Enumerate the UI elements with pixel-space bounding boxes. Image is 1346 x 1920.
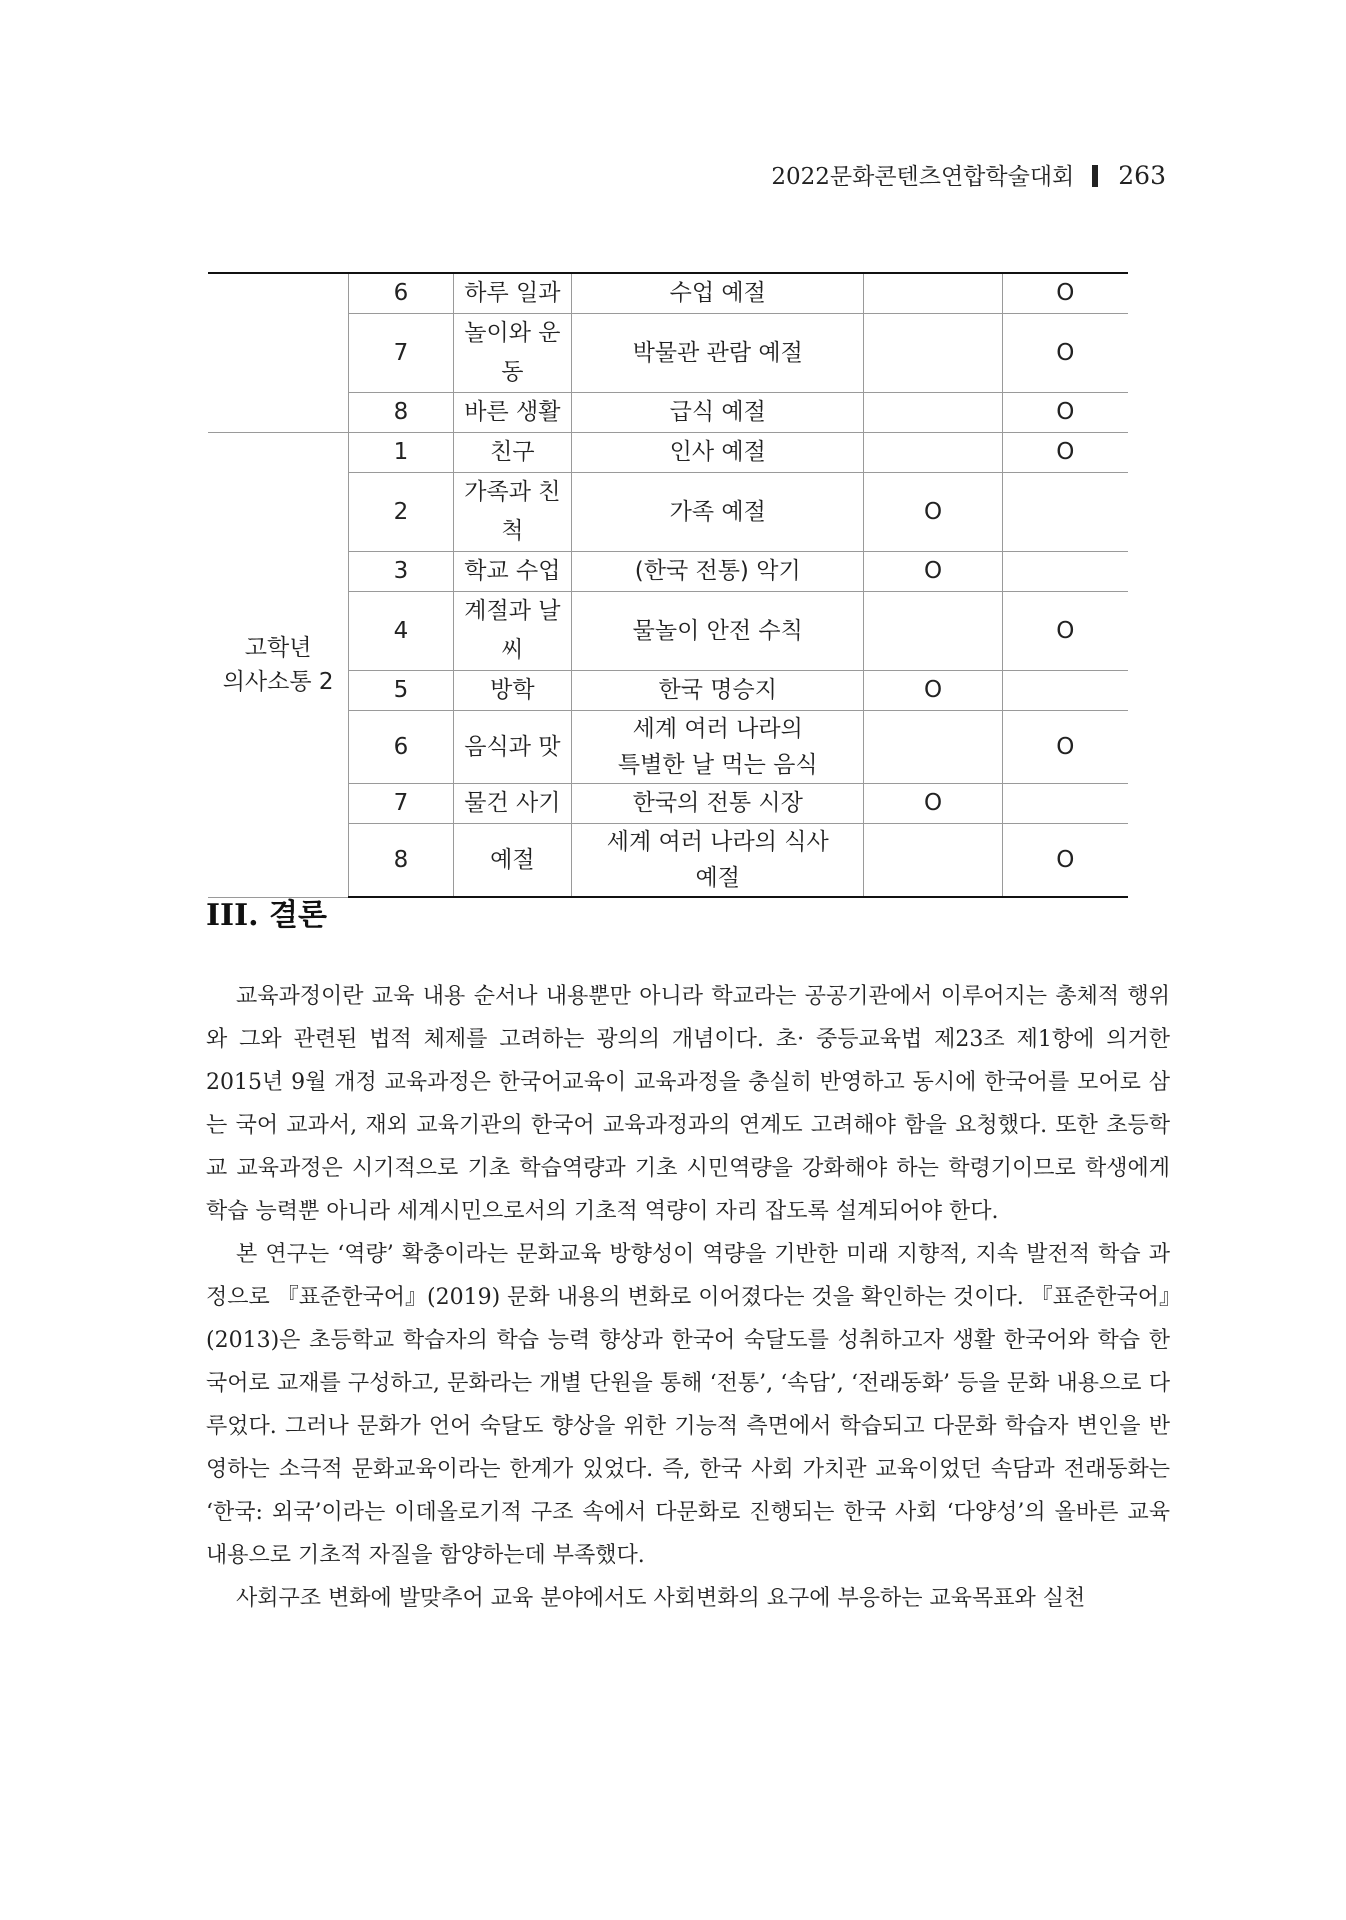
mark-b [1002, 784, 1128, 824]
unit-number: 7 [349, 314, 453, 393]
table-row [208, 273, 1128, 314]
paragraph: 본 연구는 ‘역량’ 확충이라는 문화교육 방향성이 역량을 기반한 미래 지향적, 지속 발전적 학습 과정으로 『표준한국어』(2019) 문화 내용의 변화로 이어졌다는 것을 확인하는 것이다. 『표준한국어』(2013)은 초등학교 학습자의 학습 능력 향상과 한국어 숙달도를 성취하고자 생활 한국어와 학습 한국어로 교재를 구성하고, 문화라는 개별 단원을 통해 ‘전통’, ‘속담’, ‘전래동화’ 등을 문화 내용으로 다루었다. 그러나 문화가 언어 숙달도 향상을 위한 기능적 측면에서 학습되고 다문화 학습자 변인을 반영하는 소극적 문화교육이라는 한계가 있었다. 즉, 한국 사회 가치관 교육이었던 속담과 전래동화는 ‘한국: 외국’이라는 이데올로기적 구조 속에서 다문화로 진행되는 한국 사회 ‘다양성’의 올바른 교육 내용으로 기초적 자질을 함양하는데 부족했다. [206, 1242, 1170, 1568]
unit-number: 1 [349, 433, 453, 473]
unit-topic: 학교 수업 [453, 552, 571, 592]
culture-content [572, 711, 864, 784]
mark-a [864, 273, 1002, 314]
unit-topic: 바른 생활 [453, 393, 571, 433]
culture-content: 한국 명승지 [572, 671, 864, 711]
mark-b: O [1002, 273, 1128, 314]
mark-a [864, 393, 1002, 433]
mark-b [1002, 552, 1128, 592]
unit-topic: 물건 사기 [453, 784, 571, 824]
culture-content: 급식 예절 [572, 393, 864, 433]
culture-content-table [208, 272, 1128, 898]
mark-b: O [1002, 314, 1128, 393]
level-cell-empty [208, 273, 349, 433]
mark-b: O [1002, 824, 1128, 898]
unit-topic: 하루 일과 [453, 273, 571, 314]
unit-topic: 놀이와 운동 [453, 314, 571, 393]
running-header [0, 158, 1166, 191]
unit-topic: 음식과 맛 [453, 711, 571, 784]
culture-content: 박물관 관람 예절 [572, 314, 864, 393]
culture-content: 인사 예절 [572, 433, 864, 473]
unit-number: 8 [349, 393, 453, 433]
unit-number: 3 [349, 552, 453, 592]
unit-topic: 계절과 날씨 [453, 592, 571, 671]
culture-content: 한국의 전통 시장 [572, 784, 864, 824]
level-label-line1: 고학년 [244, 634, 312, 661]
mark-a: O [864, 671, 1002, 711]
unit-number: 7 [349, 784, 453, 824]
unit-number: 2 [349, 473, 453, 552]
page-number: 263 [1118, 161, 1166, 190]
level-label-line2: 의사소통 2 [222, 668, 334, 695]
body-text [206, 975, 1170, 1620]
mark-a [864, 592, 1002, 671]
culture-content: (한국 전통) 악기 [572, 552, 864, 592]
unit-topic: 방학 [453, 671, 571, 711]
unit-number: 6 [349, 273, 453, 314]
table-row [208, 433, 1128, 473]
culture-content-line: 세계 여러 나라의 식사 [606, 829, 829, 855]
culture-content-line: 예절 [695, 865, 740, 891]
unit-number: 8 [349, 824, 453, 898]
mark-b: O [1002, 592, 1128, 671]
culture-content [572, 824, 864, 898]
header-separator [1092, 165, 1098, 187]
mark-a [864, 824, 1002, 898]
mark-a [864, 711, 1002, 784]
mark-b [1002, 671, 1128, 711]
conference-title: 2022문화콘텐츠연합학술대회 [771, 164, 1075, 190]
mark-b: O [1002, 433, 1128, 473]
culture-content: 수업 예절 [572, 273, 864, 314]
mark-a [864, 314, 1002, 393]
mark-a: O [864, 552, 1002, 592]
unit-topic: 예절 [453, 824, 571, 898]
level-cell [208, 433, 349, 898]
mark-b: O [1002, 393, 1128, 433]
culture-content-line: 특별한 날 먹는 음식 [617, 752, 818, 778]
culture-content: 가족 예절 [572, 473, 864, 552]
mark-a [864, 433, 1002, 473]
unit-number: 4 [349, 592, 453, 671]
section-heading: III. 결론 [206, 898, 327, 933]
unit-topic: 친구 [453, 433, 571, 473]
mark-a: O [864, 473, 1002, 552]
mark-b: O [1002, 711, 1128, 784]
unit-topic: 가족과 친척 [453, 473, 571, 552]
paragraph: 사회구조 변화에 발맞추어 교육 분야에서도 사회변화의 요구에 부응하는 교육목표와 실천 [236, 1586, 1086, 1611]
unit-number: 6 [349, 711, 453, 784]
mark-b [1002, 473, 1128, 552]
mark-a: O [864, 784, 1002, 824]
unit-number: 5 [349, 671, 453, 711]
paragraph: 교육과정이란 교육 내용 순서나 내용뿐만 아니라 학교라는 공공기관에서 이루어지는 총체적 행위와 그와 관련된 법적 체제를 고려하는 광의의 개념이다. 초· 중등교육법 제23조 제1항에 의거한 2015년 9월 개정 교육과정은 한국어교육이 교육과정을 충실히 반영하고 동시에 한국어를 모어로 삼는 국어 교과서, 재외 교육기관의 한국어 교육과정과의 연계도 고려해야 함을 요청했다. 또한 초등학교 교육과정은 시기적으로 기초 학습역량과 기초 시민역량을 강화해야 하는 학령기이므로 학생에게 학습 능력뿐 아니라 세계시민으로서의 기초적 역량이 자리 잡도록 설계되어야 한다. [206, 984, 1170, 1224]
culture-content-line: 세계 여러 나라의 [632, 716, 803, 742]
culture-content: 물놀이 안전 수칙 [572, 592, 864, 671]
